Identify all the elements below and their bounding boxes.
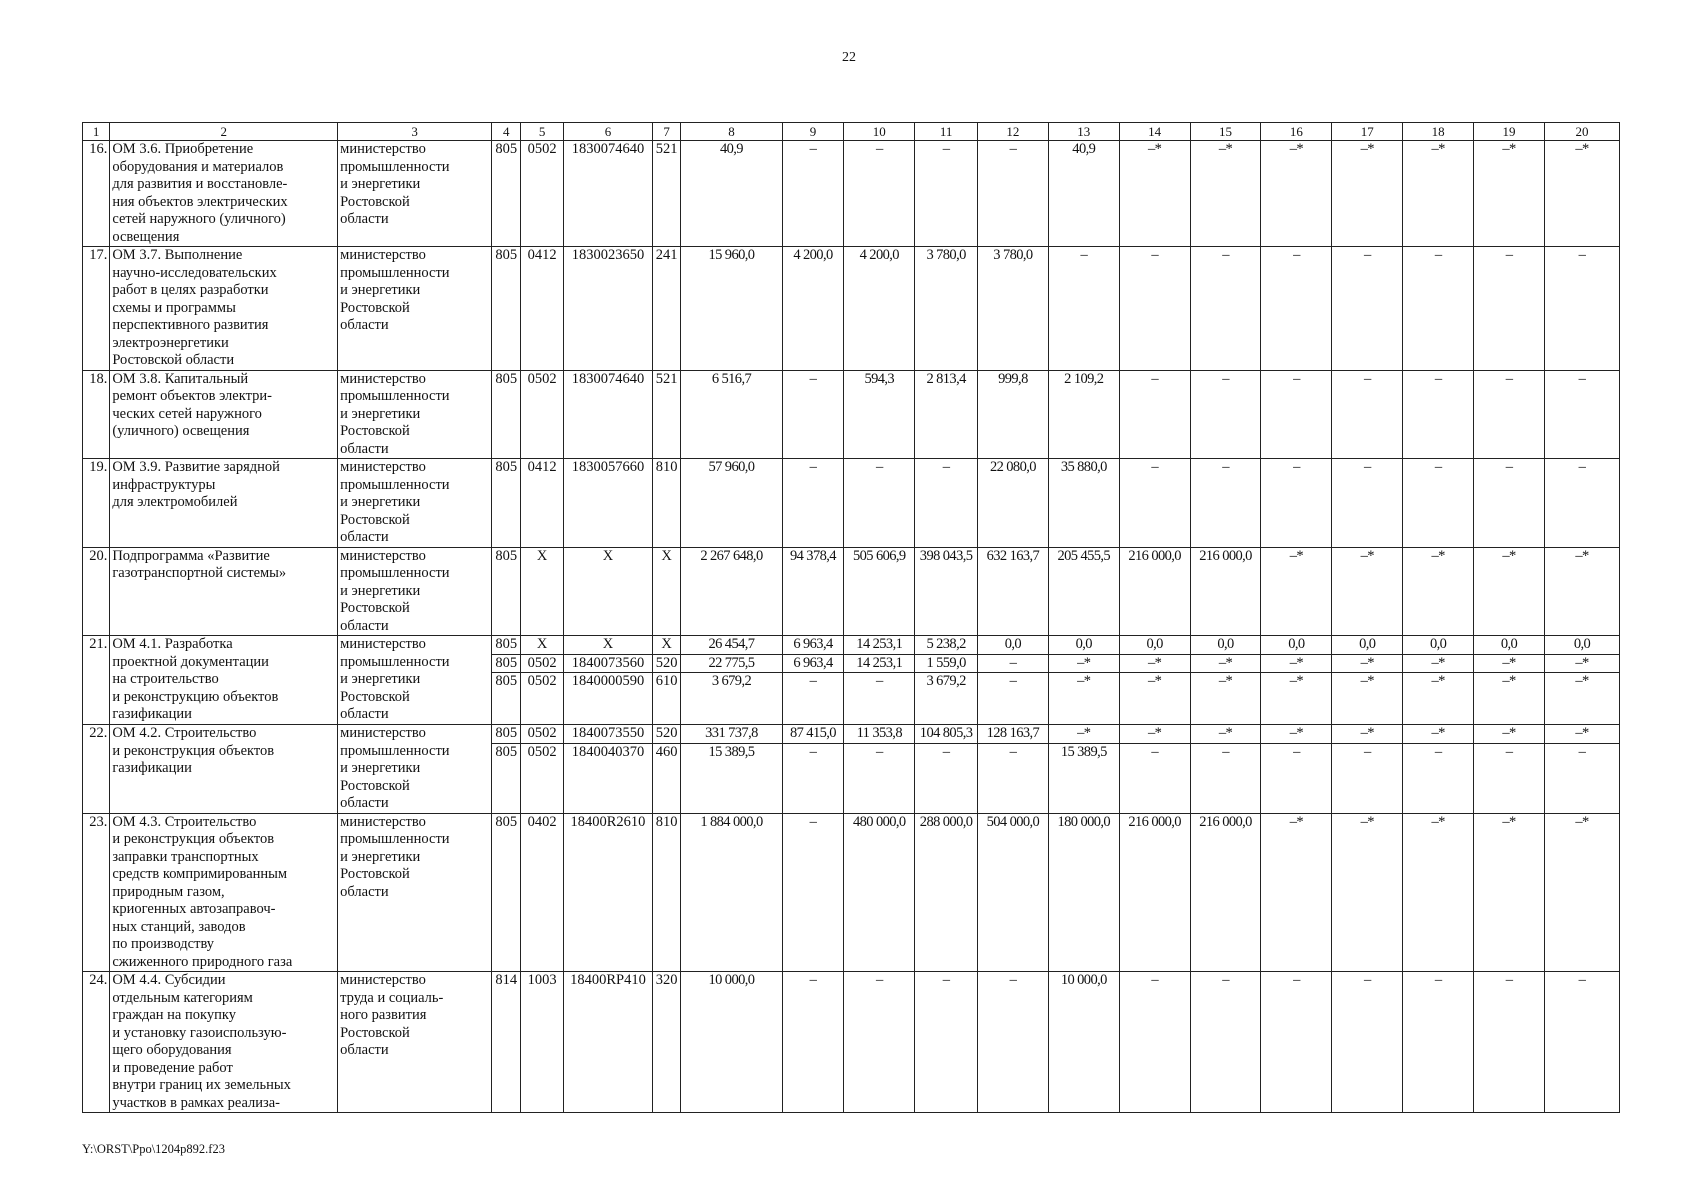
- value-cell: –: [844, 459, 915, 548]
- value-cell: 35 880,0: [1048, 459, 1119, 548]
- value-cell: 0,0: [1332, 636, 1403, 655]
- value-cell: –*: [1261, 141, 1332, 247]
- column-number-header: 1: [83, 123, 110, 141]
- value-cell: 2 813,4: [915, 370, 978, 459]
- column-number-header: 2: [110, 123, 338, 141]
- value-cell: –: [1332, 972, 1403, 1113]
- value-cell: –*: [1048, 725, 1119, 744]
- column-number-header: 4: [492, 123, 521, 141]
- value-cell: –: [782, 813, 844, 972]
- table-row: [83, 972, 1620, 1113]
- value-cell: –*: [1474, 725, 1545, 744]
- value-cell: –*: [1403, 725, 1474, 744]
- value-cell: X: [653, 547, 681, 636]
- value-cell: –*: [1261, 813, 1332, 972]
- value-cell: –: [1544, 370, 1619, 459]
- value-cell: –*: [1544, 673, 1619, 725]
- value-cell: 0502: [521, 673, 564, 725]
- value-cell: –: [1261, 459, 1332, 548]
- value-cell: 0,0: [1190, 636, 1261, 655]
- value-cell: –*: [1474, 547, 1545, 636]
- executor: министерство промышленности и энергетики Ростовской области: [338, 459, 492, 548]
- value-cell: 0412: [521, 247, 564, 371]
- value-cell: –: [977, 673, 1048, 725]
- value-cell: X: [521, 547, 564, 636]
- value-cell: X: [563, 636, 652, 655]
- value-cell: –: [1474, 743, 1545, 813]
- value-cell: 0502: [521, 370, 564, 459]
- value-cell: –: [1190, 972, 1261, 1113]
- value-cell: 18400RP410: [563, 972, 652, 1113]
- activity-name: ОМ 3.7. Выполнение научно-исследовательских работ в целях разработки схемы и программы перспективного развития электроэнергетики Ростовской области: [110, 247, 338, 371]
- value-cell: 14 253,1: [844, 654, 915, 673]
- value-cell: 460: [653, 743, 681, 813]
- column-number-header: 3: [338, 123, 492, 141]
- activity-name: ОМ 4.2. Строительство и реконструкция объектов газификации: [110, 725, 338, 814]
- value-cell: 205 455,5: [1048, 547, 1119, 636]
- value-cell: –*: [1332, 547, 1403, 636]
- value-cell: X: [653, 636, 681, 655]
- value-cell: –*: [1544, 141, 1619, 247]
- activity-name: ОМ 4.3. Строительство и реконструкция объектов заправки транспортных средств компримированным природным газом, криогенных автозаправоч- ных станций, заводов по производству сжиженного природного газа: [110, 813, 338, 972]
- value-cell: 40,9: [1048, 141, 1119, 247]
- value-cell: 0,0: [977, 636, 1048, 655]
- value-cell: –: [1403, 743, 1474, 813]
- value-cell: 805: [492, 459, 521, 548]
- value-cell: 610: [653, 673, 681, 725]
- column-number-header: 17: [1332, 123, 1403, 141]
- value-cell: –*: [1261, 725, 1332, 744]
- table-row: [83, 636, 1620, 655]
- value-cell: –: [1474, 370, 1545, 459]
- value-cell: 505 606,9: [844, 547, 915, 636]
- row-number: 24.: [83, 972, 110, 1113]
- value-cell: –*: [1119, 654, 1190, 673]
- value-cell: 2 109,2: [1048, 370, 1119, 459]
- value-cell: 520: [653, 654, 681, 673]
- value-cell: –: [782, 141, 844, 247]
- value-cell: 520: [653, 725, 681, 744]
- value-cell: –*: [1261, 673, 1332, 725]
- value-cell: –*: [1544, 654, 1619, 673]
- value-cell: –: [1544, 743, 1619, 813]
- value-cell: 1840073550: [563, 725, 652, 744]
- column-number-header: 19: [1474, 123, 1545, 141]
- value-cell: –: [1119, 743, 1190, 813]
- column-number-header: 18: [1403, 123, 1474, 141]
- value-cell: 504 000,0: [977, 813, 1048, 972]
- value-cell: –*: [1474, 141, 1545, 247]
- value-cell: 6 516,7: [681, 370, 782, 459]
- value-cell: –: [1190, 743, 1261, 813]
- table-row: [83, 813, 1620, 972]
- value-cell: –: [1474, 972, 1545, 1113]
- value-cell: 15 389,5: [681, 743, 782, 813]
- value-cell: 1830057660: [563, 459, 652, 548]
- row-number: 19.: [83, 459, 110, 548]
- value-cell: 1 559,0: [915, 654, 978, 673]
- value-cell: –: [1544, 459, 1619, 548]
- value-cell: –*: [1544, 813, 1619, 972]
- value-cell: –: [1403, 247, 1474, 371]
- file-path-footer: Y:\ORST\Ppo\1204p892.f23: [82, 1142, 225, 1156]
- executor: министерство промышленности и энергетики Ростовской области: [338, 247, 492, 371]
- value-cell: –*: [1332, 725, 1403, 744]
- value-cell: –*: [1474, 654, 1545, 673]
- activity-name: ОМ 3.9. Развитие зарядной инфраструктуры для электромобилей: [110, 459, 338, 548]
- value-cell: –: [1332, 459, 1403, 548]
- value-cell: 1003: [521, 972, 564, 1113]
- value-cell: 1840000590: [563, 673, 652, 725]
- value-cell: 6 963,4: [782, 636, 844, 655]
- value-cell: 331 737,8: [681, 725, 782, 744]
- value-cell: –*: [1190, 725, 1261, 744]
- value-cell: –*: [1474, 673, 1545, 725]
- value-cell: 180 000,0: [1048, 813, 1119, 972]
- value-cell: 805: [492, 247, 521, 371]
- value-cell: –: [977, 141, 1048, 247]
- value-cell: 480 000,0: [844, 813, 915, 972]
- value-cell: –*: [1403, 654, 1474, 673]
- value-cell: 216 000,0: [1119, 547, 1190, 636]
- value-cell: 810: [653, 459, 681, 548]
- column-number-header: 7: [653, 123, 681, 141]
- value-cell: –*: [1261, 654, 1332, 673]
- value-cell: 22 775,5: [681, 654, 782, 673]
- row-number: 17.: [83, 247, 110, 371]
- value-cell: 0,0: [1474, 636, 1545, 655]
- value-cell: X: [521, 636, 564, 655]
- value-cell: –: [1119, 370, 1190, 459]
- value-cell: 1830074640: [563, 141, 652, 247]
- value-cell: 805: [492, 725, 521, 744]
- row-number: 20.: [83, 547, 110, 636]
- value-cell: 3 780,0: [915, 247, 978, 371]
- value-cell: 241: [653, 247, 681, 371]
- value-cell: –: [1403, 459, 1474, 548]
- value-cell: 5 238,2: [915, 636, 978, 655]
- value-cell: 0502: [521, 725, 564, 744]
- value-cell: –: [915, 459, 978, 548]
- value-cell: –*: [1190, 654, 1261, 673]
- value-cell: 0,0: [1544, 636, 1619, 655]
- value-cell: –: [844, 972, 915, 1113]
- value-cell: 805: [492, 654, 521, 673]
- value-cell: –*: [1403, 813, 1474, 972]
- value-cell: 805: [492, 673, 521, 725]
- value-cell: –: [782, 370, 844, 459]
- value-cell: 805: [492, 141, 521, 247]
- value-cell: 594,3: [844, 370, 915, 459]
- value-cell: 2 267 648,0: [681, 547, 782, 636]
- value-cell: 398 043,5: [915, 547, 978, 636]
- value-cell: 15 389,5: [1048, 743, 1119, 813]
- value-cell: 216 000,0: [1190, 813, 1261, 972]
- value-cell: –*: [1403, 141, 1474, 247]
- value-cell: 814: [492, 972, 521, 1113]
- value-cell: –*: [1332, 813, 1403, 972]
- value-cell: –: [915, 141, 978, 247]
- value-cell: 0502: [521, 743, 564, 813]
- value-cell: –: [1544, 247, 1619, 371]
- value-cell: X: [563, 547, 652, 636]
- value-cell: –*: [1119, 725, 1190, 744]
- value-cell: –: [1474, 247, 1545, 371]
- value-cell: –: [1474, 459, 1545, 548]
- column-number-header: 13: [1048, 123, 1119, 141]
- value-cell: –: [1332, 743, 1403, 813]
- value-cell: 40,9: [681, 141, 782, 247]
- value-cell: 521: [653, 141, 681, 247]
- value-cell: 0502: [521, 654, 564, 673]
- table-row: [83, 459, 1620, 548]
- column-number-header: 11: [915, 123, 978, 141]
- value-cell: –*: [1119, 673, 1190, 725]
- table-row: [83, 547, 1620, 636]
- executor: министерство промышленности и энергетики Ростовской области: [338, 725, 492, 814]
- value-cell: –: [782, 972, 844, 1113]
- value-cell: –*: [1403, 547, 1474, 636]
- value-cell: –: [1332, 247, 1403, 371]
- value-cell: 216 000,0: [1190, 547, 1261, 636]
- value-cell: –: [1190, 247, 1261, 371]
- value-cell: 1840040370: [563, 743, 652, 813]
- value-cell: 0412: [521, 459, 564, 548]
- column-number-header: 5: [521, 123, 564, 141]
- table-row: [83, 725, 1620, 744]
- value-cell: 26 454,7: [681, 636, 782, 655]
- value-cell: 0502: [521, 141, 564, 247]
- value-cell: –*: [1048, 654, 1119, 673]
- executor: министерство промышленности и энергетики Ростовской области: [338, 370, 492, 459]
- value-cell: –: [1544, 972, 1619, 1113]
- value-cell: –: [1403, 370, 1474, 459]
- column-number-header: 14: [1119, 123, 1190, 141]
- value-cell: –*: [1332, 673, 1403, 725]
- value-cell: –: [1261, 743, 1332, 813]
- executor: министерство труда и социаль- ного развития Ростовской области: [338, 972, 492, 1113]
- row-number: 16.: [83, 141, 110, 247]
- value-cell: 632 163,7: [977, 547, 1048, 636]
- value-cell: 87 415,0: [782, 725, 844, 744]
- table-row: [83, 370, 1620, 459]
- executor: министерство промышленности и энергетики Ростовской области: [338, 813, 492, 972]
- activity-name: Подпрограмма «Развитие газотранспортной системы»: [110, 547, 338, 636]
- value-cell: 15 960,0: [681, 247, 782, 371]
- value-cell: 4 200,0: [844, 247, 915, 371]
- value-cell: –: [1119, 247, 1190, 371]
- value-cell: –: [977, 972, 1048, 1113]
- budget-table: [82, 122, 1620, 1113]
- value-cell: –: [844, 673, 915, 725]
- value-cell: 805: [492, 636, 521, 655]
- value-cell: 999,8: [977, 370, 1048, 459]
- value-cell: –: [782, 743, 844, 813]
- value-cell: 1 884 000,0: [681, 813, 782, 972]
- column-number-header: 9: [782, 123, 844, 141]
- activity-name: ОМ 4.4. Субсидии отдельным категориям граждан на покупку и установку газоиспользую- щего оборудования и проведение работ внутри границ их земельных участков в рамках реализа-: [110, 972, 338, 1113]
- column-number-header: 12: [977, 123, 1048, 141]
- value-cell: 22 080,0: [977, 459, 1048, 548]
- value-cell: –: [1119, 972, 1190, 1113]
- executor: министерство промышленности и энергетики Ростовской области: [338, 547, 492, 636]
- column-number-header-row: [83, 123, 1620, 141]
- value-cell: 3 780,0: [977, 247, 1048, 371]
- activity-name: ОМ 3.8. Капитальный ремонт объектов электри- ческих сетей наружного (уличного) освещения: [110, 370, 338, 459]
- value-cell: –: [1403, 972, 1474, 1113]
- value-cell: –: [915, 972, 978, 1113]
- value-cell: 14 253,1: [844, 636, 915, 655]
- value-cell: –: [844, 141, 915, 247]
- value-cell: –: [977, 743, 1048, 813]
- table-row: [83, 247, 1620, 371]
- column-number-header: 20: [1544, 123, 1619, 141]
- value-cell: –*: [1261, 547, 1332, 636]
- value-cell: –: [1119, 459, 1190, 548]
- value-cell: 104 805,3: [915, 725, 978, 744]
- value-cell: 521: [653, 370, 681, 459]
- value-cell: 805: [492, 547, 521, 636]
- column-number-header: 10: [844, 123, 915, 141]
- value-cell: 0,0: [1403, 636, 1474, 655]
- table-row: [83, 141, 1620, 247]
- value-cell: 805: [492, 370, 521, 459]
- value-cell: –: [977, 654, 1048, 673]
- value-cell: 94 378,4: [782, 547, 844, 636]
- value-cell: –: [844, 743, 915, 813]
- value-cell: –*: [1190, 673, 1261, 725]
- value-cell: –*: [1544, 725, 1619, 744]
- value-cell: 11 353,8: [844, 725, 915, 744]
- column-number-header: 6: [563, 123, 652, 141]
- value-cell: 1830074640: [563, 370, 652, 459]
- value-cell: –*: [1332, 141, 1403, 247]
- column-number-header: 15: [1190, 123, 1261, 141]
- value-cell: –*: [1190, 141, 1261, 247]
- page-number: 22: [842, 50, 856, 65]
- value-cell: 805: [492, 813, 521, 972]
- table-body: [83, 123, 1620, 1113]
- value-cell: –: [782, 673, 844, 725]
- value-cell: 0,0: [1261, 636, 1332, 655]
- column-number-header: 8: [681, 123, 782, 141]
- value-cell: –: [1048, 247, 1119, 371]
- value-cell: 4 200,0: [782, 247, 844, 371]
- value-cell: 10 000,0: [681, 972, 782, 1113]
- column-number-header: 16: [1261, 123, 1332, 141]
- activity-name: ОМ 4.1. Разработка проектной документации на строительство и реконструкцию объектов газификации: [110, 636, 338, 725]
- value-cell: 128 163,7: [977, 725, 1048, 744]
- value-cell: –: [1261, 972, 1332, 1113]
- value-cell: 805: [492, 743, 521, 813]
- value-cell: –: [1190, 459, 1261, 548]
- row-number: 22.: [83, 725, 110, 814]
- executor: министерство промышленности и энергетики Ростовской области: [338, 636, 492, 725]
- value-cell: 288 000,0: [915, 813, 978, 972]
- value-cell: 3 679,2: [915, 673, 978, 725]
- value-cell: –: [1332, 370, 1403, 459]
- row-number: 23.: [83, 813, 110, 972]
- value-cell: –*: [1403, 673, 1474, 725]
- value-cell: 18400R2610: [563, 813, 652, 972]
- value-cell: 216 000,0: [1119, 813, 1190, 972]
- row-number: 18.: [83, 370, 110, 459]
- value-cell: 6 963,4: [782, 654, 844, 673]
- activity-name: ОМ 3.6. Приобретение оборудования и материалов для развития и восстановле- ния объектов электрических сетей наружного (уличного) освещения: [110, 141, 338, 247]
- value-cell: 810: [653, 813, 681, 972]
- value-cell: –: [1190, 370, 1261, 459]
- value-cell: –: [1261, 370, 1332, 459]
- value-cell: –*: [1332, 654, 1403, 673]
- value-cell: –: [1261, 247, 1332, 371]
- value-cell: 1830023650: [563, 247, 652, 371]
- executor: министерство промышленности и энергетики Ростовской области: [338, 141, 492, 247]
- value-cell: 57 960,0: [681, 459, 782, 548]
- value-cell: 10 000,0: [1048, 972, 1119, 1113]
- value-cell: –*: [1048, 673, 1119, 725]
- value-cell: 0402: [521, 813, 564, 972]
- value-cell: –: [915, 743, 978, 813]
- value-cell: –: [782, 459, 844, 548]
- value-cell: –*: [1474, 813, 1545, 972]
- value-cell: 0,0: [1119, 636, 1190, 655]
- value-cell: 1840073560: [563, 654, 652, 673]
- value-cell: 0,0: [1048, 636, 1119, 655]
- value-cell: 320: [653, 972, 681, 1113]
- row-number: 21.: [83, 636, 110, 725]
- value-cell: –*: [1544, 547, 1619, 636]
- value-cell: 3 679,2: [681, 673, 782, 725]
- value-cell: –*: [1119, 141, 1190, 247]
